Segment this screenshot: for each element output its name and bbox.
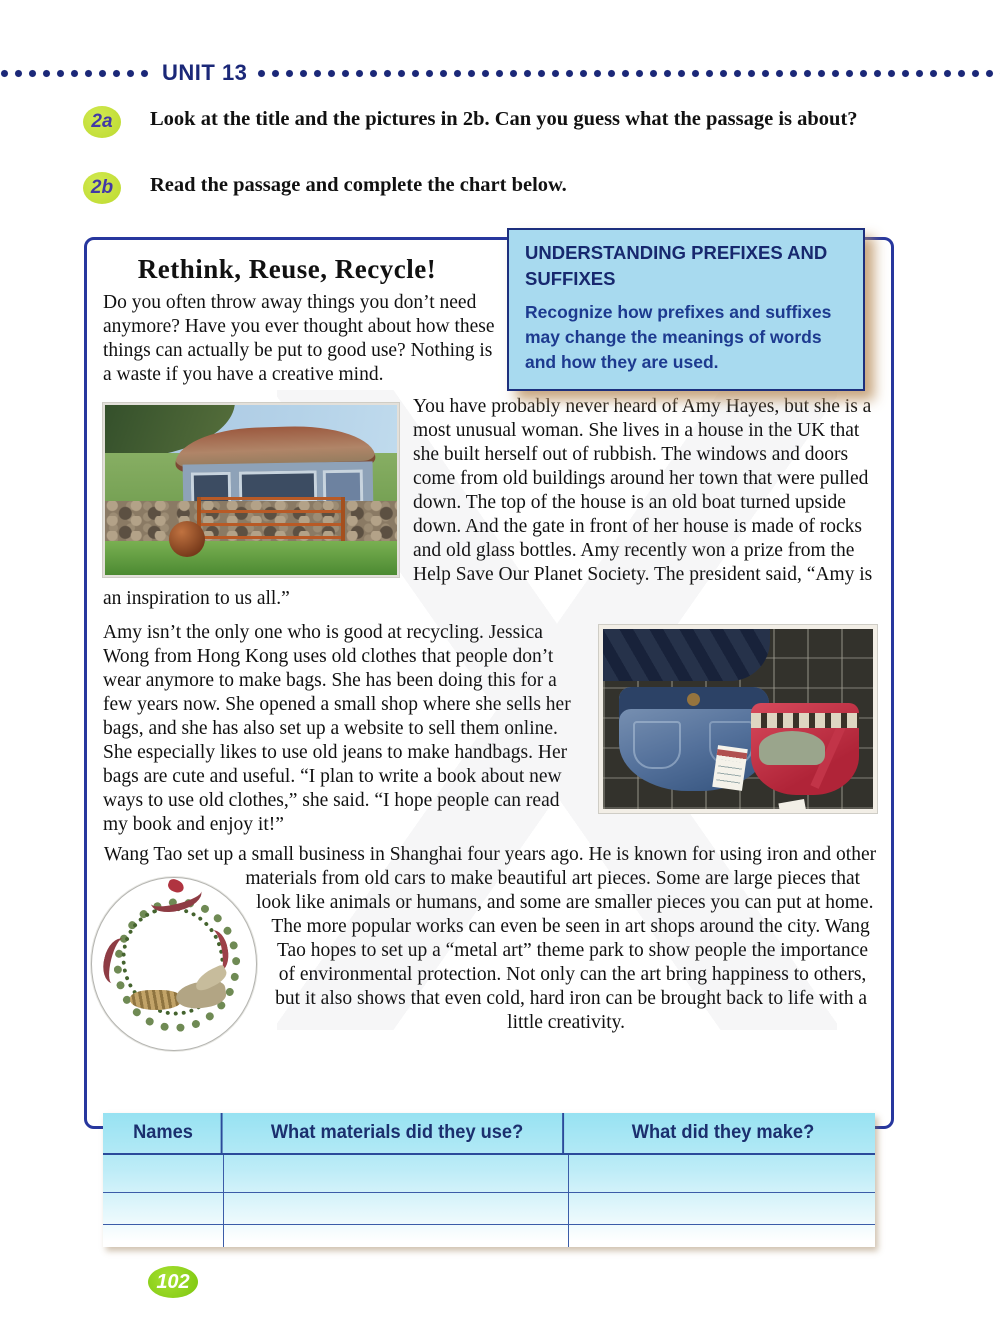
strategy-body: Recognize how prefixes and suffixes may change the meanings of words and how they are used. <box>525 302 832 372</box>
passage-paragraph-2: You have probably never heard of Amy Hayes, but she is a most unusual woman. She lives in a house in the UK that she built herself out of rubbish. The windows and doors come from old buildings around her town that were pulled down. The top of the house is an old boat turned upside down. And the gate in front of her house is made of rocks and old glass bottles. Amy recently won a prize from the Help Save Our Planet Society. The president said, “Amy is an inspiration to us all.” <box>103 396 873 609</box>
exercise-2b-instruction: Read the passage and complete the chart below. <box>150 174 567 196</box>
chart-empty-row <box>103 1225 875 1247</box>
exercise-2a-instruction: Look at the title and the pictures in 2b. Can you guess what the passage is about? <box>150 108 858 130</box>
exercise-2b-badge: 2b <box>83 172 121 204</box>
chart-header-names: Names <box>105 1113 222 1153</box>
passage-title: Rethink, Reuse, Recycle! <box>137 254 437 284</box>
chart-header-made: What did they make? <box>631 1122 815 1143</box>
chart-cell-blank <box>224 1193 569 1224</box>
exercise-2a <box>83 106 903 138</box>
wreath-nest <box>130 990 182 1010</box>
unit-label: UNIT 13 <box>162 60 248 85</box>
chart-cell-blank <box>569 1193 875 1224</box>
paragraph-4-block <box>103 843 877 1055</box>
unit-header-rule <box>0 62 1000 84</box>
passage-paragraph-3: Amy isn’t the only one who is good at recycling. Jessica Wong from Hong Kong uses old clothes that people don’t wear anymore to make bags. She has been doing this for a few years now. She opened a small shop where she sells her bags, and she has also set up a website to sell them online. She especially likes to use old jeans to make handbags. Her bags are cute and useful. “I plan to write a book about new ways to use old clothes,” she said. “I hope people can read my book and enjoy it!” <box>103 622 571 835</box>
chart-cell-blank <box>224 1155 569 1192</box>
chart-cell-blank <box>103 1193 224 1224</box>
strategy-title: UNDERSTANDING PREFIXES AND SUFFIXES <box>525 242 828 289</box>
page-number-badge: 102 <box>148 1266 198 1298</box>
bags-photo-price-tag <box>712 745 748 791</box>
wreath-photo <box>91 877 257 1051</box>
bags-photo-denim-pile <box>603 629 770 681</box>
passage-paragraph-4: Wang Tao set up a small business in Shanghai four years ago. He is known for using iron and other materials from old cars to make beautiful art pieces. Some are large pieces that look like animals or humans, and some are smaller pieces you can put at home. The more popular works can even be seen in art shops around the city. Wang Tao hopes to set up a “metal art” theme park to show people the importance of environmental protection. Not only can the art bring happiness to others, but it also shows that even cold, hard iron can be brought back to life with a little creativity. <box>103 844 877 1033</box>
bags-photo-pocket <box>633 721 681 769</box>
passage-paragraph-1: Do you often throw away things you don’t need anymore? Have you ever thought about how these things can actually be put to good use? Nothing is a waste if you have a creative mind. <box>103 292 495 385</box>
bags-photo-belt <box>751 713 859 728</box>
dotted-rule-left <box>0 69 152 78</box>
exercise-2a-badge: 2a <box>83 106 121 138</box>
paragraph-2-block <box>103 395 877 611</box>
bags-photo-jeans-button <box>687 693 700 706</box>
reading-passage-box <box>84 237 894 1129</box>
chart-empty-row <box>103 1155 875 1193</box>
wreath-photo-float <box>103 843 271 1055</box>
house-photo-rust-sphere <box>169 521 205 557</box>
paragraph-3-block <box>103 621 877 837</box>
chart-empty-row <box>103 1193 875 1225</box>
jeans-bags-photo <box>599 625 877 813</box>
chart-header-materials: What materials did they use? <box>232 1113 564 1153</box>
chart-cell-blank <box>569 1225 875 1247</box>
chart-cell-blank <box>569 1155 875 1192</box>
chart-cell-blank <box>103 1225 224 1247</box>
completion-chart <box>103 1113 875 1247</box>
bags-photo-red-bag <box>751 703 859 795</box>
dotted-rule-right <box>257 69 1000 78</box>
house-photo <box>103 403 399 577</box>
chart-cell-blank <box>224 1225 569 1247</box>
bags-photo-lining <box>759 731 825 765</box>
bags-photo-blue-denim-bag <box>619 687 769 791</box>
house-photo-grass <box>105 541 397 575</box>
chart-cell-blank <box>103 1155 224 1192</box>
exercise-2b <box>83 172 903 204</box>
chart-header-row <box>103 1113 875 1155</box>
reading-strategy-box <box>507 228 865 391</box>
